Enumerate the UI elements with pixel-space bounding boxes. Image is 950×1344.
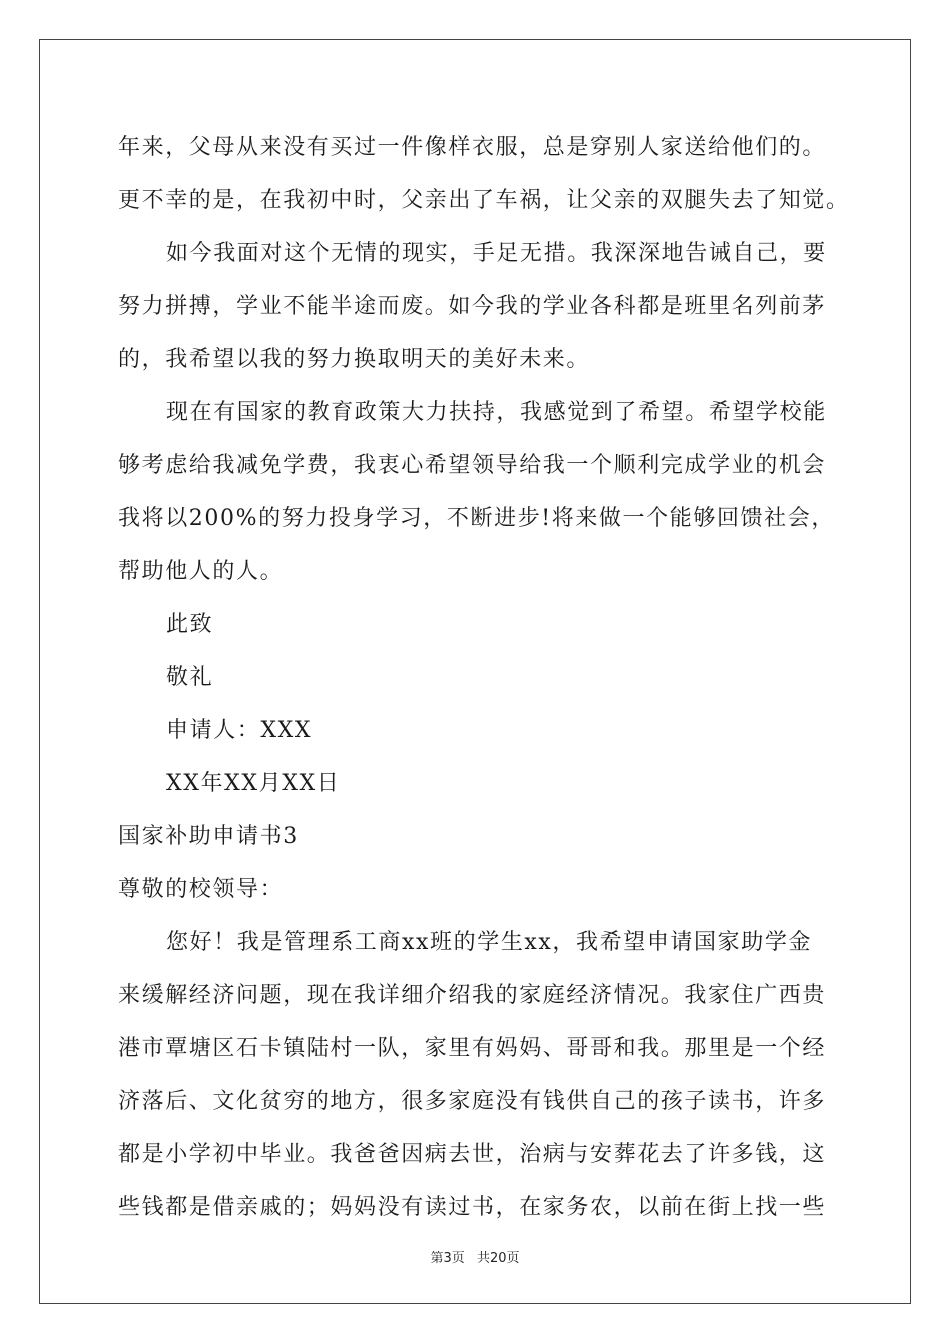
page-footer [0,1247,950,1266]
text-line: 都是小学初中毕业。我爸爸因病去世，治病与安葬花去了许多钱，这 [118,1142,827,1167]
text-line: 年来，父母从来没有买过一件像样衣服，总是穿别人家送给他们的。 [118,135,827,160]
text-line: 国家补助申请书3 [118,824,299,849]
text-line: 更不幸的是，在我初中时，父亲出了车祸，让父亲的双腿失去了知觉。 [118,188,850,213]
text-line: 我将以200%的努力投身学习，不断进步!将来做一个能够回馈社会， [118,506,835,531]
text-line: 此致 [166,612,214,637]
document-body [118,128,858,1241]
text-line: 的，我希望以我的努力换取明天的美好未来。 [118,347,591,372]
text-line: 够考虑给我减免学费，我衷心希望领导给我一个顺利完成学业的机会 [118,453,827,478]
text-line: 些钱都是借亲戚的；妈妈没有读过书，在家务农，以前在街上找一些 [118,1195,827,1220]
text-line: 您好！我是管理系工商xx班的学生xx，我希望申请国家助学金 [166,930,813,955]
text-line: 济落后、文化贫穷的地方，很多家庭没有钱供自己的孩子读书，许多 [118,1089,827,1114]
text-line: 敬礼 [166,665,214,690]
text-line: 尊敬的校领导： [118,877,284,902]
text-line: 港市覃塘区石卡镇陆村一队，家里有妈妈、哥哥和我。那里是一个经 [118,1036,827,1061]
text-line: 现在有国家的教育政策大力扶持，我感觉到了希望。希望学校能 [166,400,827,425]
text-line: 帮助他人的人。 [118,559,284,584]
text-line: 如今我面对这个无情的现实，手足无措。我深深地告诫自己，要 [166,241,827,266]
page-total: 共20页 [476,1251,520,1266]
text-line: 来缓解经济问题，现在我详细介绍我的家庭经济情况。我家住广西贵 [118,983,827,1008]
text-line: XX年XX月XX日 [166,771,341,796]
text-line: 申请人：XXX [166,718,313,743]
text-line: 努力拼搏，学业不能半途而废。如今我的学业各科都是班里名列前茅 [118,294,827,319]
page-number: 第3页 [430,1251,465,1266]
